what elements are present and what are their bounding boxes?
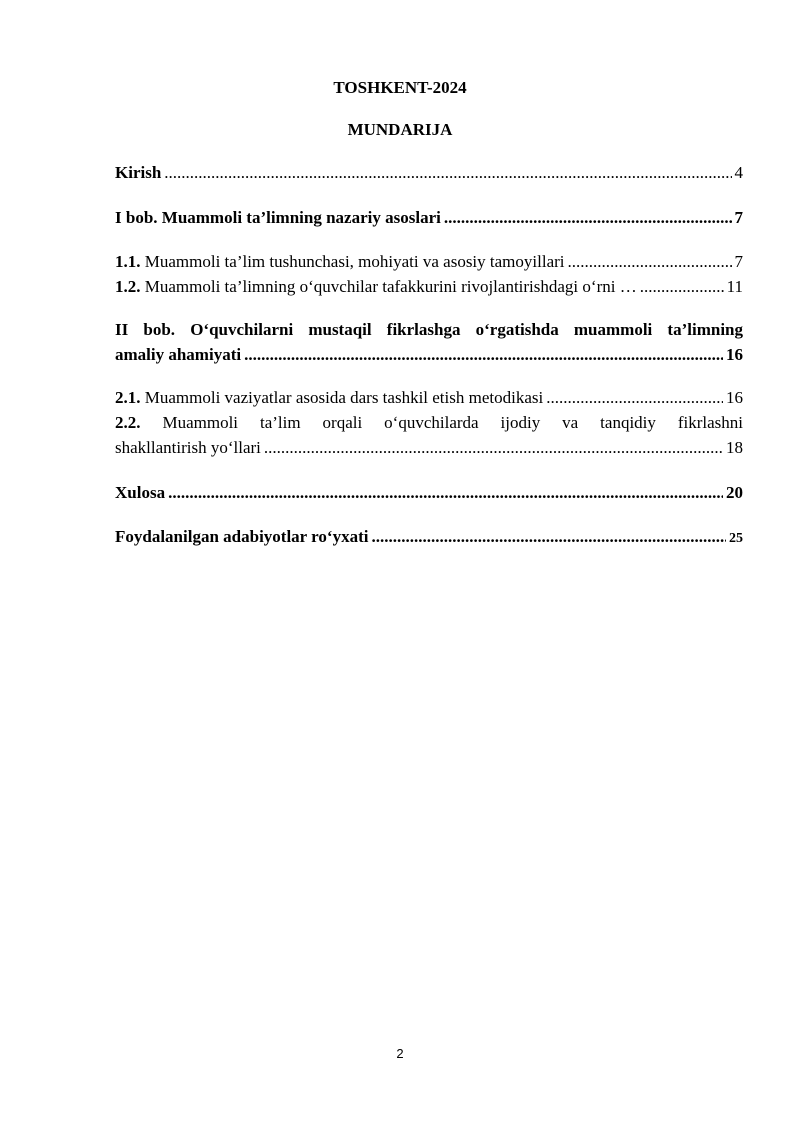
toc-page: 18 bbox=[726, 438, 743, 457]
toc-page: 7 bbox=[734, 208, 743, 227]
toc-label: Muammoli vaziyatlar asosida dars tashkil etish metodikasi bbox=[144, 388, 544, 407]
toc-entry-section-2-1[interactable] bbox=[115, 385, 743, 410]
toc-label: Kirish bbox=[115, 163, 162, 182]
toc-entry-adabiyotlar[interactable] bbox=[115, 524, 743, 551]
city-year: TOSHKENT-2024 bbox=[333, 78, 467, 97]
toc-page: 4 bbox=[734, 163, 743, 182]
toc-section-number: 2.1. bbox=[115, 388, 141, 407]
toc-page: 16 bbox=[726, 345, 743, 364]
dot-leader bbox=[568, 249, 732, 274]
toc-section-number: 2.2. bbox=[115, 413, 141, 432]
dot-leader bbox=[164, 160, 731, 185]
page-number: 2 bbox=[396, 1046, 404, 1061]
dot-leader bbox=[640, 274, 724, 299]
toc-label: Muammoli ta’lim tushunchasi, mohiyati va asosiy tamoyillari bbox=[144, 252, 565, 271]
toc-entry-chapter-1[interactable] bbox=[115, 205, 743, 230]
dot-leader bbox=[264, 435, 723, 460]
toc-label-line-2: shakllantirish yo‘llari bbox=[115, 438, 261, 457]
toc-label: I bob. Muammoli ta’limning nazariy asoslari bbox=[115, 208, 441, 227]
toc-label: Foydalanilgan adabiyotlar ro‘yxati bbox=[115, 527, 369, 546]
toc-section-number: 1.2. bbox=[115, 277, 141, 296]
toc-entry-kirish[interactable] bbox=[115, 160, 743, 185]
toc-label-line-1: II bob. O‘quvchilarni mustaqil fikrlashga o‘rgatishda muammoli ta’limning bbox=[115, 320, 743, 339]
toc-entry-section-2-2[interactable] bbox=[115, 410, 743, 460]
dot-leader bbox=[444, 205, 732, 230]
toc-page: 25 bbox=[729, 531, 743, 546]
toc-label-line-1: Muammoli ta’lim orqali o‘quvchilarda ijodiy va tanqidiy fikrlashni bbox=[162, 413, 744, 432]
toc-page: 11 bbox=[726, 277, 743, 296]
toc-entry-xulosa[interactable] bbox=[115, 480, 743, 505]
toc-label: Xulosa bbox=[115, 483, 166, 502]
toc-section-number: 1.1. bbox=[115, 252, 141, 271]
toc-label-line-2: amaliy ahamiyati bbox=[115, 345, 242, 364]
toc-label: Muammoli ta’limning o‘quvchilar tafakkurini rivojlantirishdagi o‘rni … bbox=[144, 277, 637, 296]
toc-page: 7 bbox=[734, 252, 743, 271]
dot-leader bbox=[168, 480, 723, 505]
toc-page: 20 bbox=[726, 483, 743, 502]
dot-leader bbox=[546, 385, 723, 410]
toc-entry-chapter-2[interactable] bbox=[115, 317, 743, 367]
toc-title: MUNDARIJA bbox=[347, 120, 453, 139]
dot-leader bbox=[244, 342, 723, 367]
dot-leader bbox=[371, 524, 726, 549]
toc-page: 16 bbox=[726, 388, 743, 407]
toc-entry-section-1-1[interactable] bbox=[115, 249, 743, 274]
toc-entry-section-1-2[interactable] bbox=[115, 274, 743, 299]
